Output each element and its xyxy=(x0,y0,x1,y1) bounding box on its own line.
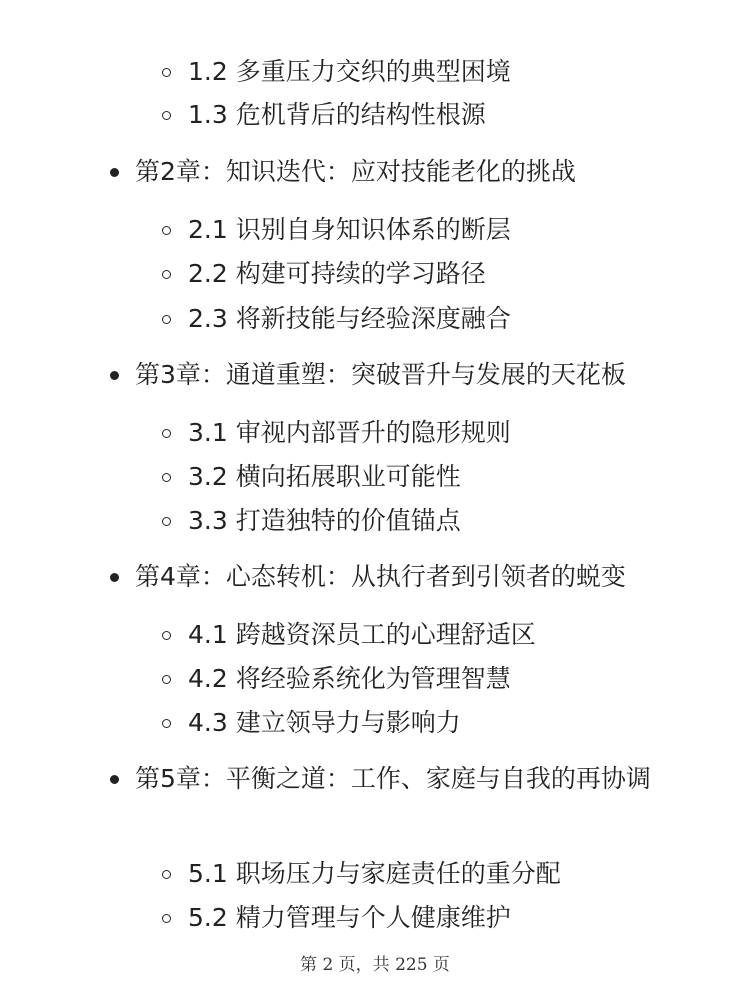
disc-bullet xyxy=(110,168,119,177)
circle-bullet xyxy=(162,473,171,482)
sub-item-text: 2.3 将新技能与经验深度融合 xyxy=(188,304,511,333)
disc-bullet xyxy=(110,371,119,380)
sub-item-text: 5.2 精力管理与个人健康维护 xyxy=(188,903,511,932)
sub-item-text: 5.1 职场压力与家庭责任的重分配 xyxy=(188,859,561,888)
sub-item-text: 3.3 打造独特的价值锚点 xyxy=(188,506,461,535)
sub-item-text: 1.2 多重压力交织的典型困境 xyxy=(188,57,511,86)
sub-item-text: 2.2 构建可持续的学习路径 xyxy=(188,259,486,288)
chapter-title: 第3章：通道重塑：突破晋升与发展的天花板 xyxy=(135,360,626,389)
disc-bullet xyxy=(110,775,119,784)
disc-bullet xyxy=(110,573,119,582)
sub-item-text: 4.3 建立领导力与影响力 xyxy=(188,708,461,737)
sub-item-text: 4.1 跨越资深员工的心理舒适区 xyxy=(188,620,536,649)
circle-bullet xyxy=(162,270,171,279)
circle-bullet xyxy=(162,719,171,728)
circle-bullet xyxy=(162,315,171,324)
circle-bullet xyxy=(162,226,171,235)
chapter-title: 第2章：知识迭代：应对技能老化的挑战 xyxy=(135,157,576,186)
sub-item-text: 3.1 审视内部晋升的隐形规则 xyxy=(188,418,511,447)
sub-item-text: 2.1 识别自身知识体系的断层 xyxy=(188,215,511,244)
page-number-footer: 第 2 页，共 225 页 xyxy=(300,955,450,975)
circle-bullet xyxy=(162,517,171,526)
sub-item-text: 1.3 危机背后的结构性根源 xyxy=(188,100,486,129)
circle-bullet xyxy=(162,914,171,923)
circle-bullet xyxy=(162,870,171,879)
circle-bullet xyxy=(162,429,171,438)
chapter-title: 第4章：心态转机：从执行者到引领者的蜕变 xyxy=(135,562,626,591)
circle-bullet xyxy=(162,111,171,120)
circle-bullet xyxy=(162,631,171,640)
sub-item-text: 4.2 将经验系统化为管理智慧 xyxy=(188,664,511,693)
chapter-title: 第5章：平衡之道：工作、家庭与自我的再协调 xyxy=(135,764,651,793)
circle-bullet xyxy=(162,675,171,684)
circle-bullet xyxy=(162,68,171,77)
sub-item-text: 3.2 横向拓展职业可能性 xyxy=(188,462,461,491)
